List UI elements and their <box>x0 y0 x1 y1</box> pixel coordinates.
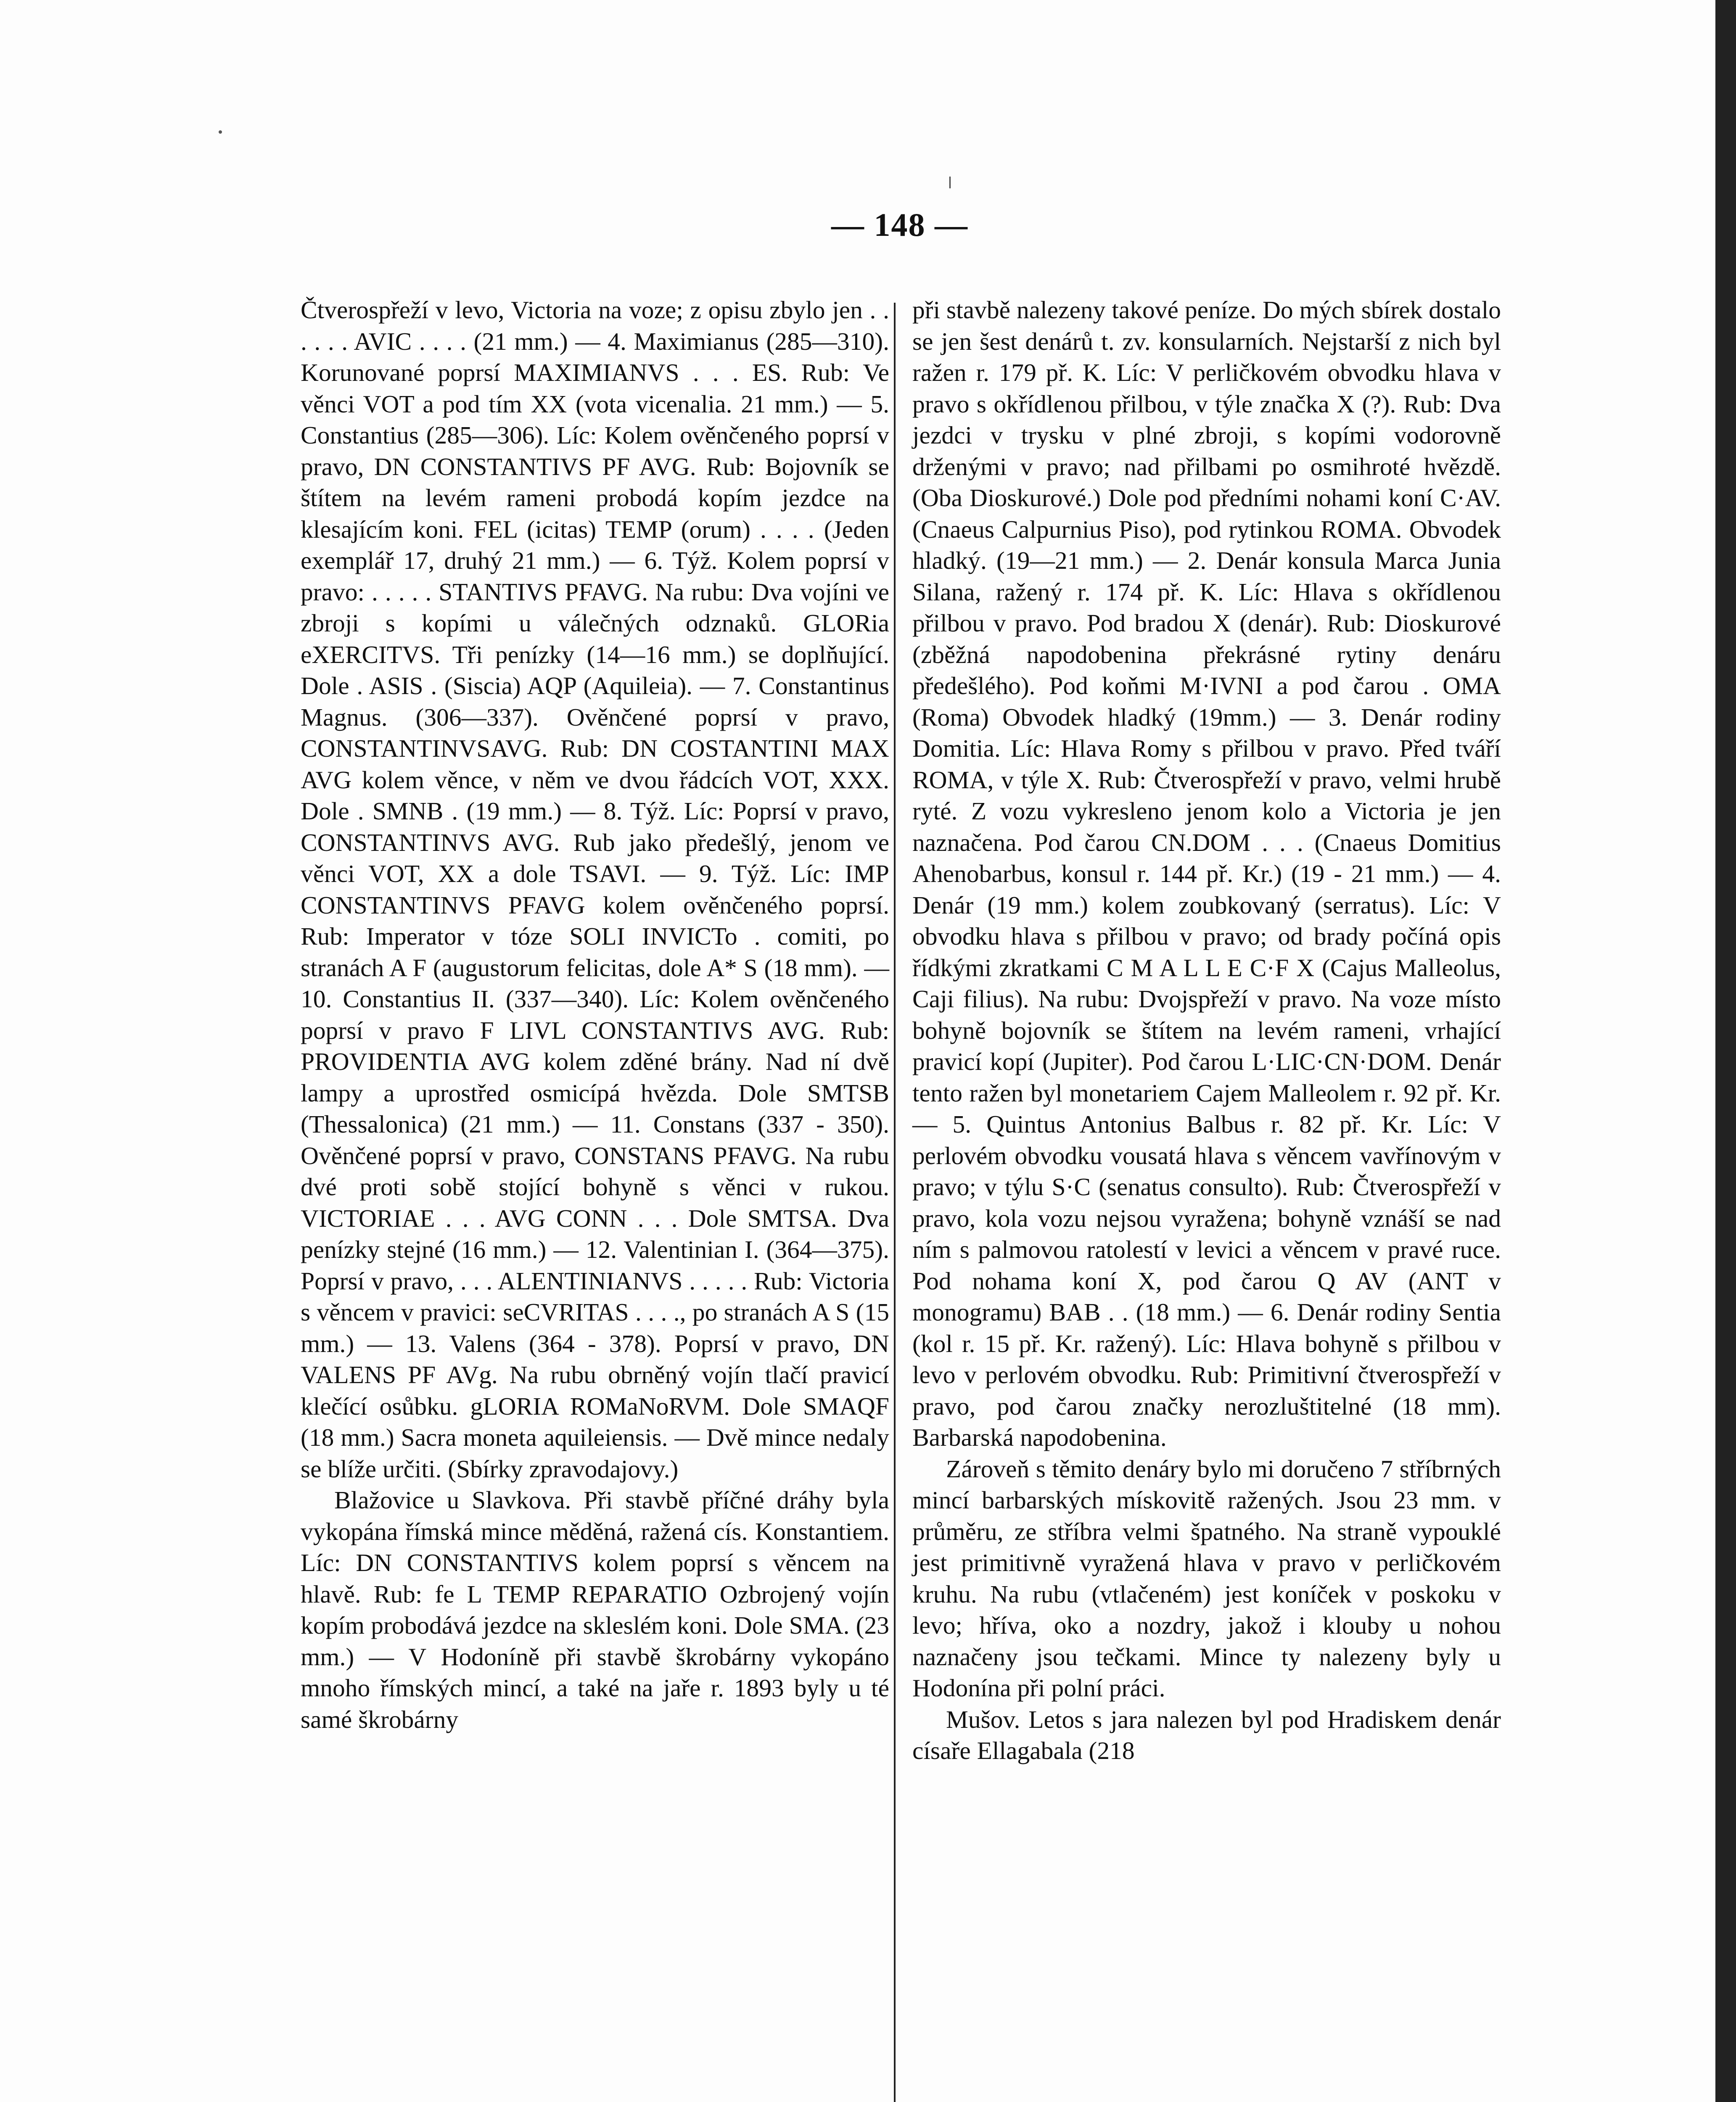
left-paragraph-2: Blažovice u Slavkova. Při stavbě příčné dráhy byla vykopána římská mince měděná, ražená cís. Konstantiem. Líc: DN CONSTANTIVS kolem poprsí s věncem na hlavě. Rub: fe L TEMP REPARATIO Ozbrojený vojín kopím probodává jezdce na skleslém koni. Dole SMA. (23 mm.) — V Hodoníně při stavbě škrobárny vykopáno mnoho římských mincí, a také na jaře r. 1893 byly u té samé škrobárny <box>301 1486 889 1733</box>
page-number: — 148 — <box>831 206 968 243</box>
scan-border-right <box>1715 0 1736 2102</box>
scan-speck <box>219 130 222 134</box>
column-divider <box>894 303 896 2102</box>
right-paragraph-2: Zároveň s těmito denáry bylo mi doručeno 7 stříbrných mincí barbarských mískovitě ražených. Jsou 23 mm. v průměru, ze stříbra velmi špatného. Na straně vypouklé jest primitivně vyražená hlava v pravo v perličkovém kruhu. Na rubu (vtlačeném) jest koníček v poskoku v levo; hříva, oko a nozdry, jakož i klouby u nohou naznačeny jsou tečkami. Mince ty nalezeny byly u Hodonína při polní práci. <box>912 1455 1501 1702</box>
right-paragraph-3: Mušov. Letos s jara nalezen byl pod Hradiskem denár císaře Ellagabala (218 <box>912 1705 1501 1764</box>
left-column <box>301 294 889 1735</box>
left-paragraph-1: Čtverospřeží v levo, Victoria na voze; z opisu zbylo jen . . . . . . AVIC . . . . (21 mm.) — 4. Maximianus (285—310). Korunované poprsí MAXIMIANVS . . . ES. Rub: Ve věnci VOT a pod tím XX (vota vicenalia. 21 mm.) — 5. Constantius (285—306). Líc: Kolem ověnčeného poprsí v pravo, DN CONSTANTIVS PF AVG. Rub: Bojovník se štítem na levém rameni probodá kopím jezdce na klesajícím koni. FEL (icitas) TEMP (orum) . . . . (Jeden exemplář 17, druhý 21 mm.) — 6. Týž. Kolem poprsí v pravo: . . . . . STANTIVS PFAVG. Na rubu: Dva vojíni ve zbroji s kopími u válečných odznaků. GLORia eXERCITVS. Tři penízky (14—16 mm.) se doplňující. Dole . ASIS . (Siscia) AQP (Aquileia). — 7. Constantinus Magnus. (306—337). Ověnčené poprsí v pravo, CONSTANTINVSAVG. Rub: DN COSTANTINI MAX AVG kolem věnce, v něm ve dvou řádcích VOT, XXX. Dole . SMNB . (19 mm.) — 8. Týž. Líc: Poprsí v pravo, CONSTANTINVS AVG. Rub jako předešlý, jenom ve věnci VOT, XX a dole TSAVI. — 9. Týž. Líc: IMP CONSTANTINVS PFAVG kolem ověnčeného poprsí. Rub: Imperator v tóze SOLI INVICTo . comiti, po stranách A F (augustorum felicitas, dole A* S (18 mm). — 10. Constantius II. (337—340). Líc: Kolem ověnčeného poprsí v pravo F LIVL CONSTANTIVS AVG. Rub: PROVIDENTIA AVG kolem zděné brány. Nad ní dvě lampy a uprostřed osmicípá hvězda. Dole SMTSB (Thessalonica) (21 mm.) — 11. Constans (337 - 350). Ověnčené poprsí v pravo, CONSTANS PFAVG. Na rubu dvé proti sobě stojící bohyně s věnci v rukou. VICTORIAE . . . AVG CONN . . . Dole SMTSA. Dva penízky stejné (16 mm.) — 12. Valentinian I. (364—375). Poprsí v pravo, . . . ALENTINIANVS . . . . . Rub: Victoria s věncem v pravici: seCVRITAS . . . ., po stranách A S (15 mm.) — 13. Valens (364 - 378). Poprsí v pravo, DN VALENS PF AVg. Na rubu obrněný vojín tlačí pravicí klečící osůbku. gLORIA ROMaNoRVM. Dole SMAQF (18 mm.) Sacra moneta aquileiensis. — Dvě mince nedaly se blíže určiti. (Sbírky zpravodajovy.) <box>301 296 889 1483</box>
right-column <box>912 294 1501 1767</box>
right-paragraph-1: při stavbě nalezeny takové peníze. Do mých sbírek dostalo se jen šest denárů t. zv. konsularních. Nejstarší z nich byl ražen r. 179 př. K. Líc: V perličkovém obvodku hlava v pravo s okřídlenou přilbou, v týle značka X (?). Rub: Dva jezdci v trysku v plné zbroji, s kopími vodorovně drženými v pravo; nad přilbami po osmihroté hvězdě. (Oba Dioskurové.) Dole pod předními nohami koní C·AV. (Cnaeus Calpurnius Piso), pod rytinkou ROMA. Obvodek hladký. (19—21 mm.) — 2. Denár konsula Marca Junia Silana, ražený r. 174 př. K. Líc: Hlava s okřídlenou přilbou v pravo. Pod bradou X (denár). Rub: Dioskurové (zběžná napodobenina překrásné rytiny denáru předešlého). Pod koňmi M·IVNI a pod čarou . OMA (Roma) Obvodek hladký (19mm.) — 3. Denár rodiny Domitia. Líc: Hlava Romy s přilbou v pravo. Před tváří ROMA, v týle X. Rub: Čtverospřeží v pravo, velmi hrubě ryté. Z vozu vykresleno jenom kolo a Victoria je jen naznačena. Pod čarou CN.DOM . . . (Cnaeus Domitius Ahenobarbus, konsul r. 144 př. Kr.) (19 - 21 mm.) — 4. Denár (19 mm.) kolem zoubkovaný (serratus). Líc: V obvodku hlava s přilbou v pravo; od brady počíná opis řídkými zkratkami C M A L L E C·F X (Cajus Malleolus, Caji filius). Na rubu: Dvojspřeží v pravo. Na voze místo bohyně bojovník se štítem na levém rameni, vrhající pravicí kopí (Jupiter). Pod čarou L·LIC·CN·DOM. Denár tento ražen byl monetariem Cajem Malleolem r. 92 př. Kr. — 5. Quintus Antonius Balbus r. 82 př. Kr. Líc: V perlovém obvodku vousatá hlava s věncem vavřínovým v pravo; v týlu S·C (senatus consulto). Rub: Čtverospřeží v pravo, kola vozu nejsou vyražena; bohyně vznáší se nad ním s palmovou ratolestí v levici a věncem v pravé ruce. Pod nohama koní X, pod čarou Q AV (ANT v monogramu) BAB . . (18 mm.) — 6. Denár rodiny Sentia (kol r. 15 př. Kr. ražený). Líc: Hlava bohyně s přilbou v levo v perlovém obvodku. Rub: Primitivní čtverospřeží v pravo, pod čarou značky nerozluštitelné (18 mm). Barbarská napodobenina. <box>912 296 1501 1451</box>
scan-mark <box>949 177 951 188</box>
